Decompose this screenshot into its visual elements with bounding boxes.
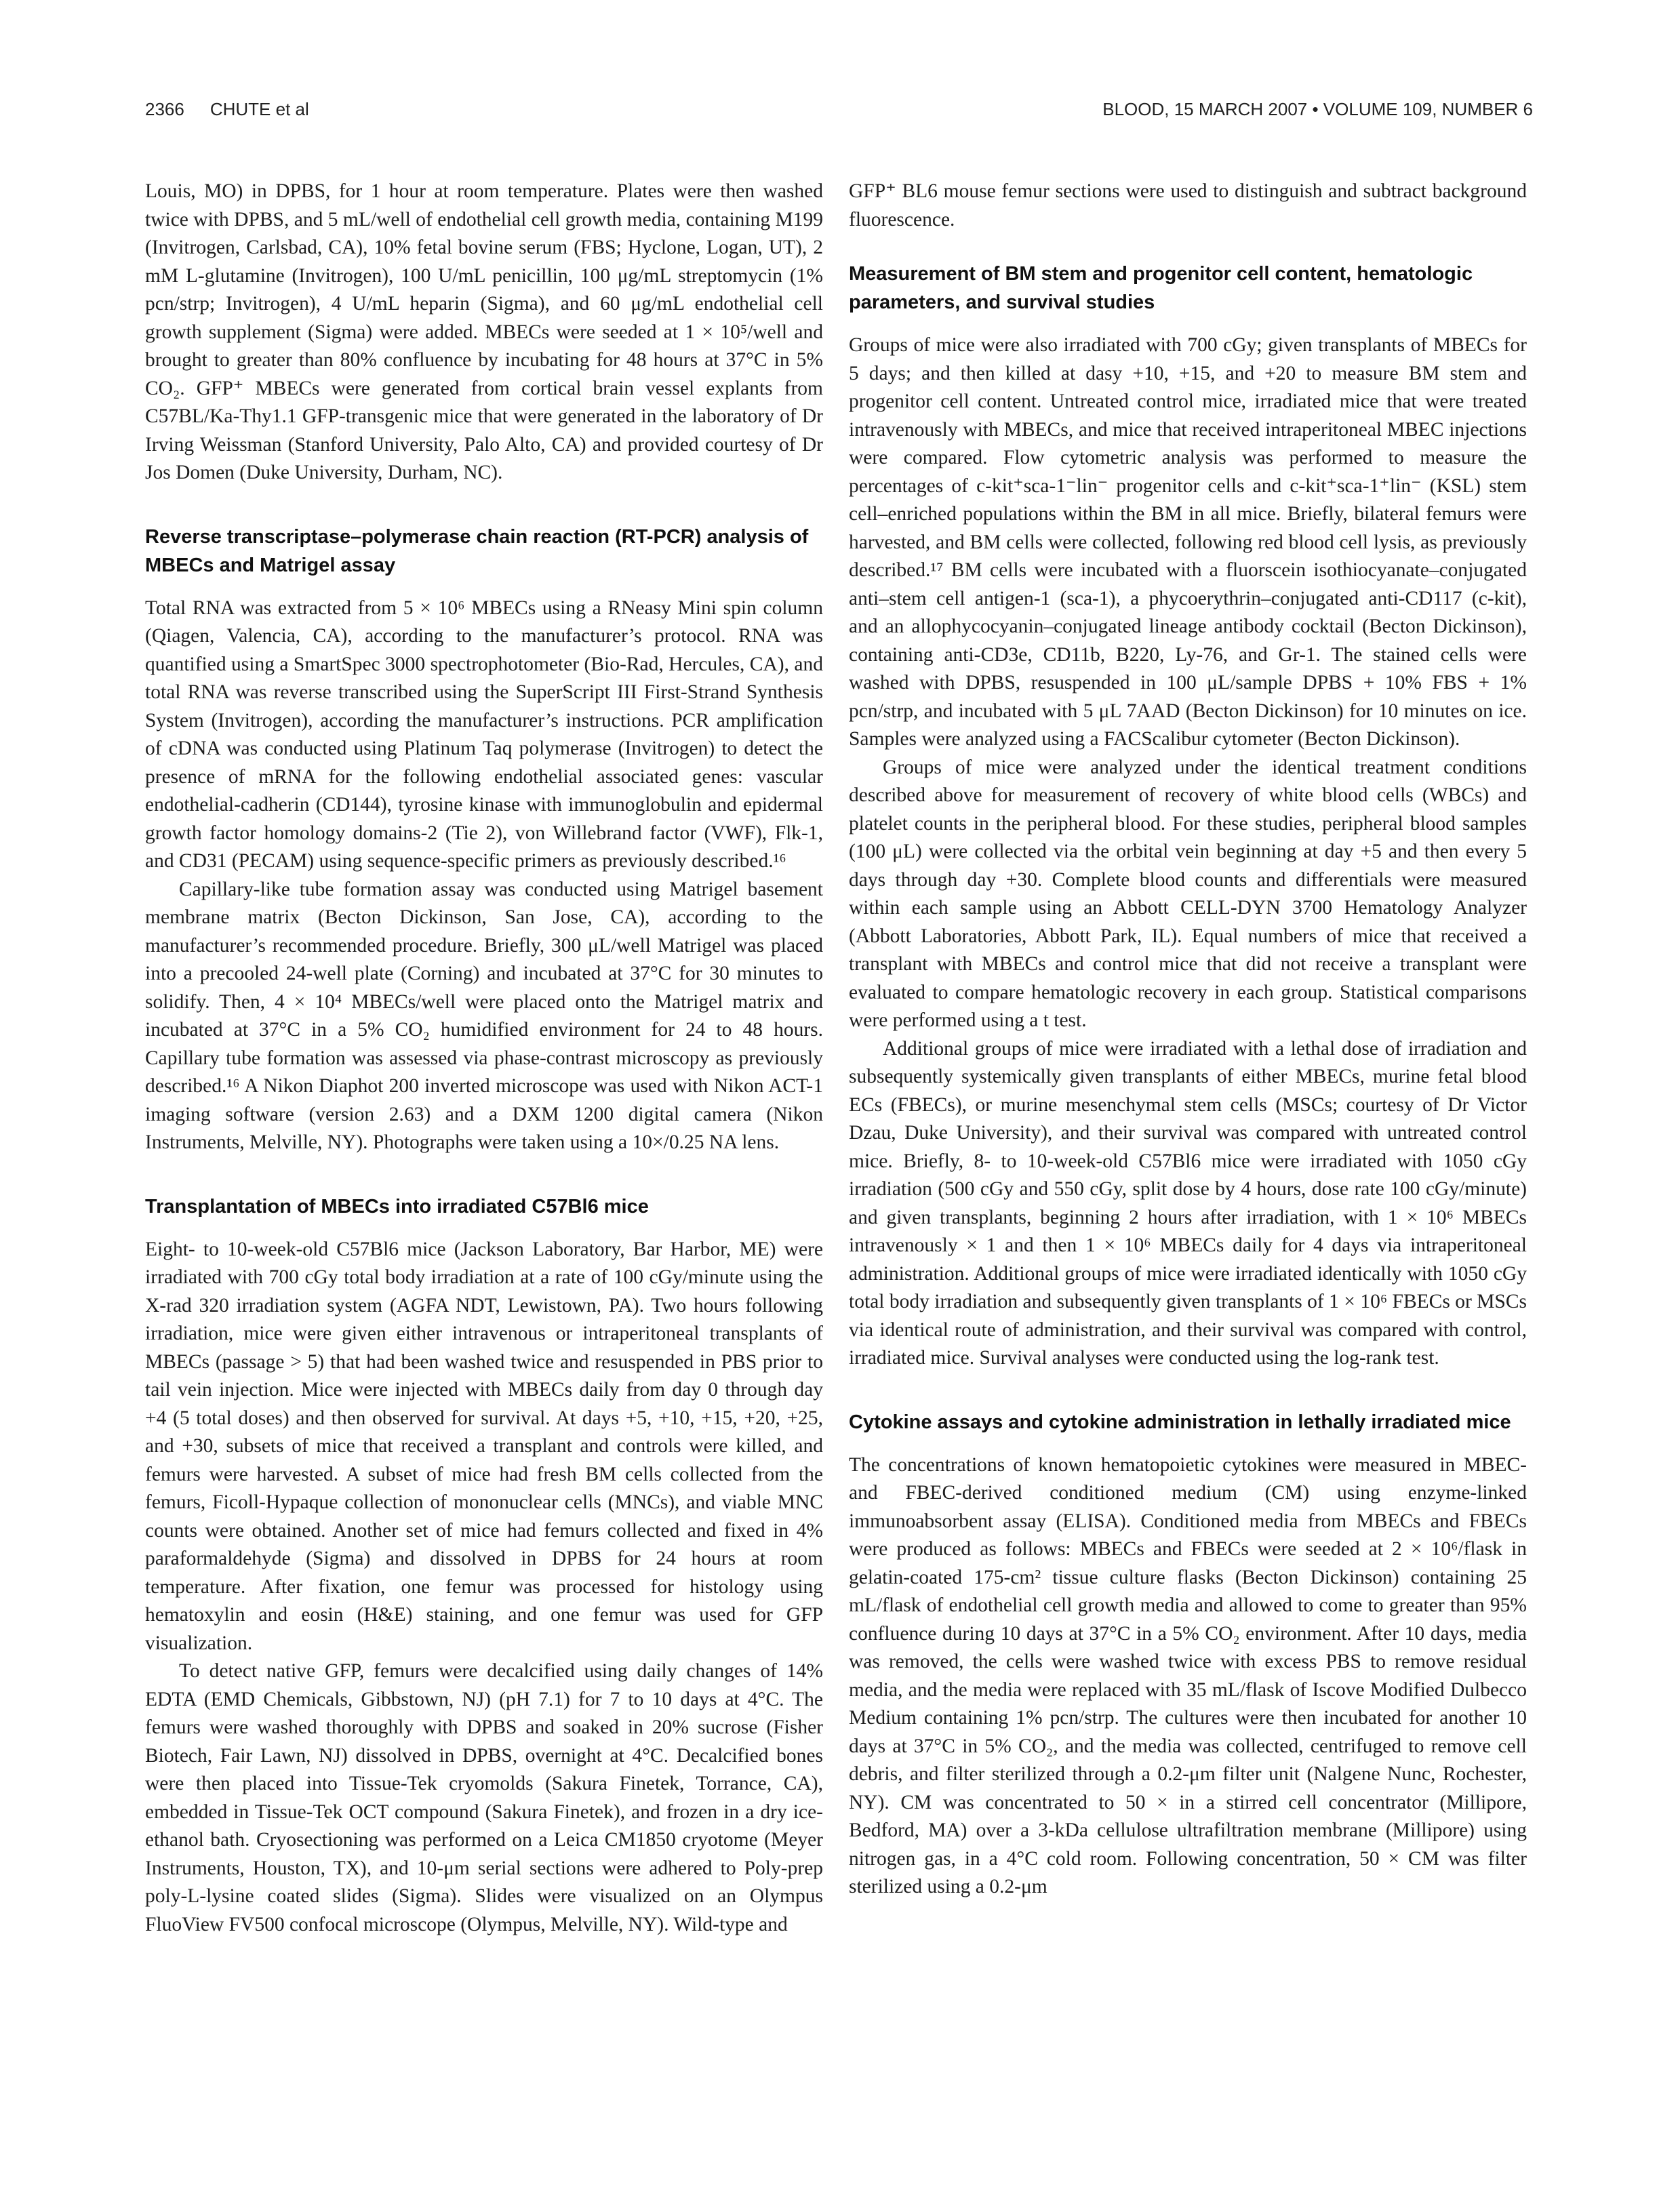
section-heading: Cytokine assays and cytokine administration in lethally irradiated mice (849, 1411, 1511, 1433)
paragraph: GFP⁺ BL6 mouse femur sections were used to distinguish and subtract background fluorescence. (849, 180, 1527, 230)
section-heading: Transplantation of MBECs into irradiated C57Bl6 mice (145, 1195, 649, 1218)
paragraph: Total RNA was extracted from 5 × 10⁶ MBECs using a RNeasy Mini spin column (Qiagen, Valencia, CA), according to the manufacturer’s protocol. RNA was quantified using a SmartSpec 3000 spectrophotometer (Bio-Rad, Hercules, CA), and total RNA was reverse transcribed using the SuperScript III First-Strand Synthesis System (Invitrogen), according the manufacturer’s instructions. PCR amplification of cDNA was conducted using Platinum Taq polymerase (Invitrogen) to detect the presence of mRNA for the following endothelial associated genes: vascular endothelial-cadherin (CD144), tyrosine kinase with immunoglobulin and epidermal growth factor homology domains-2 (Tie 2), von Willebrand factor (VWF), Flk-1, and CD31 (PECAM) using sequence-specific primers as previously described.¹⁶ (145, 597, 823, 872)
section-heading: Reverse transcriptase–polymerase chain reaction (RT-PCR) analysis of MBECs and Matrigel assay (145, 525, 809, 576)
paragraph: The concentrations of known hematopoietic cytokines were measured in MBEC- and FBEC-derived conditioned medium (CM) using enzyme-linked immunoabsorbent assay (ELISA). Conditioned media from MBECs and FBECs were produced as follows: MBECs and FBECs were seeded at 2 × 10⁶/flask in gelatin-coated 175-cm² tissue culture flasks (Becton Dickinson) containing 25 mL/flask of endothelial cell growth media and allowed to come to greater than 95% confluence during 10 days at 37°C in a 5% CO₂ environment. After 10 days, media was removed, the cells were washed twice with excess PBS to remove residual media, and the media were replaced with 35 mL/flask of Iscove Modified Dulbecco Medium containing 1% pcn/strp. The cultures were then incubated for another 10 days at 37°C in 5% CO₂, and the media was collected, centrifuged to remove cell debris, and filter sterilized through a 0.2-μm filter unit (Nalgene Nunc, Rochester, NY). CM was concentrated to 50 × in a stirred cell concentrator (Millipore, Bedford, MA) over a 3-kDa cellulose ultrafiltration membrane (Millipore) using nitrogen gas, in a 4°C cold room. Following concentration, 50 × CM was filter sterilized using a 0.2-μm (849, 1453, 1527, 1897)
paragraph: To detect native GFP, femurs were decalcified using daily changes of 14% EDTA (EMD Chemicals, Gibbstown, NJ) (pH 7.1) for 7 to 10 days at 4°C. The femurs were washed thoroughly with DPBS and soaked in 20% sucrose (Fisher Biotech, Fair Lawn, NJ) dissolved in DPBS, overnight at 4°C. Decalcified bones were then placed into Tissue-Tek cryomolds (Sakura Finetek, Torrance, CA), embedded in Tissue-Tek OCT compound (Sakura Finetek), and frozen in a dry ice-ethanol bath. Cryosectioning was performed on a Leica CM1850 cryotome (Meyer Instruments, Houston, TX), and 10-μm serial sections were adhered to Poly-prep poly-L-lysine coated slides (Sigma). Slides were visualized on an Olympus FluoView FV500 confocal microscope (Olympus, Melville, NY). Wild-type and (145, 1660, 823, 1935)
paragraph: Capillary-like tube formation assay was conducted using Matrigel basement membrane matrix (Becton Dickinson, San Jose, CA), according to the manufacturer’s recommended procedure. Briefly, 300 μL/well Matrigel was placed into a precooled 24-well plate (Corning) and incubated at 37°C for 30 minutes to solidify. Then, 4 × 10⁴ MBECs/well were placed onto the Matrigel matrix and incubated at 37°C in a 5% CO₂ humidified environment for 24 to 48 hours. Capillary tube formation was assessed via phase-contrast microscopy as previously described.¹⁶ A Nikon Diaphot 200 inverted microscope was used with Nikon ACT-1 imaging software (version 2.63) and a DXM 1200 digital camera (Nikon Instruments, Melville, NY). Photographs were taken using a 10×/0.25 NA lens. (145, 878, 823, 1153)
running-header (145, 99, 1533, 126)
section-heading: Measurement of BM stem and progenitor cell content, hematologic parameters, and survival studies (849, 263, 1473, 313)
page-number: 2366 (145, 99, 184, 119)
left-column (145, 178, 823, 1939)
right-column (849, 178, 1527, 1902)
running-authors: CHUTE et al (209, 99, 309, 119)
paragraph: Groups of mice were also irradiated with 700 cGy; given transplants of MBECs for 5 days; and then killed at dasy +10, +15, and +20 to measure BM stem and progenitor cell content. Untreated control mice, irradiated mice that were treated intravenously with MBECs, and mice that received intraperitoneal MBEC injections were compared. Flow cytometric analysis was performed to measure the percentages of c-kit⁺sca-1⁻lin⁻ progenitor cells and c-kit⁺sca-1⁺lin⁻ (KSL) stem cell–enriched populations within the BM in all mice. Briefly, bilateral femurs were harvested, and BM cells were collected, following red blood cell lysis, as previously described.¹⁷ BM cells were incubated with a fluorscein isothiocyanate–conjugated anti–stem cell antigen-1 (sca-1), a phycoerythrin–conjugated anti-CD117 (c-kit), and an allophycocyanin–conjugated lineage antibody cocktail (Becton Dickinson), containing anti-CD3e, CD11b, B220, Ly-76, and Gr-1. The stained cells were washed with DPBS, resuspended in 100 μL/sample DPBS + 10% FBS + 1% pcn/strp, and incubated with 5 μL 7AAD (Becton Dickinson) for 10 minutes on ice. Samples were analyzed using a FACScalibur cytometer (Becton Dickinson). (849, 334, 1527, 750)
paragraph: Additional groups of mice were irradiated with a lethal dose of irradiation and subsequently systemically given transplants of either MBECs, murine fetal blood ECs (FBECs), or murine mesenchymal stem cells (MSCs; courtesy of Dr Victor Dzau, Duke University), and their survival was compared with untreated control mice. Briefly, 8- to 10-week-old C57Bl6 mice were irradiated with 1050 cGy irradiation (500 cGy and 550 cGy, split dose by 4 hours, dose rate 100 cGy/minute) and given transplants, beginning 2 hours after irradiation, with 1 × 10⁶ MBECs intravenously × 1 and then 1 × 10⁶ MBECs daily for 4 days via intraperitoneal administration. Additional groups of mice were irradiated identically with 1050 cGy total body irradiation and subsequently given transplants of 1 × 10⁶ FBECs or MSCs via identical route of administration, and their survival was compared with control, irradiated mice. Survival analyses were conducted using the log-rank test. (849, 1037, 1527, 1369)
paragraph: Groups of mice were analyzed under the identical treatment conditions described above for measurement of recovery of white blood cells (WBCs) and platelet counts in the peripheral blood. For these studies, peripheral blood samples (100 μL) were collected via the orbital vein beginning at day +5 and then every 5 days through day +30. Complete blood counts and differentials were measured within each sample using an Abbott CELL-DYN 3700 Hematology Analyzer (Abbott Laboratories, Abbott Park, IL). Equal numbers of mice that received a transplant with MBECs and control mice that did not receive a transplant were evaluated to compare hematologic recovery in each group. Statistical comparisons were performed using a t test. (849, 756, 1527, 1031)
paragraph: Louis, MO) in DPBS, for 1 hour at room temperature. Plates were then washed twice with DPBS, and 5 mL/well of endothelial cell growth media, containing M199 (Invitrogen, Carlsbad, CA), 10% fetal bovine serum (FBS; Hyclone, Logan, UT), 2 mM L-glutamine (Invitrogen), 100 U/mL penicillin, 100 μg/mL streptomycin (1% pcn/strp; Invitrogen), 4 U/mL heparin (Sigma), and 60 μg/mL endothelial cell growth supplement (Sigma) were added. MBECs were seeded at 1 × 10⁵/well and brought to greater than 80% confluence by incubating for 48 hours at 37°C in 5% CO₂. GFP⁺ MBECs were generated from cortical brain vessel explants from C57BL/Ka-Thy1.1 GFP-transgenic mice that were generated in the laboratory of Dr Irving Weissman (Stanford University, Palo Alto, CA) and provided courtesy of Dr Jos Domen (Duke University, Durham, NC). (145, 180, 823, 483)
paragraph: Eight- to 10-week-old C57Bl6 mice (Jackson Laboratory, Bar Harbor, ME) were irradiated with 700 cGy total body irradiation at a rate of 100 cGy/minute using the X-rad 320 irradiation system (AGFA NDT, Lewistown, PA). Two hours following irradiation, mice were given either intravenous or intraperitoneal transplants of MBECs (passage > 5) that had been washed twice and resuspended in PBS prior to tail vein injection. Mice were injected with MBECs daily from day 0 through day +4 (5 total doses) and then observed for survival. At days +5, +10, +15, +20, +25, and +30, subsets of mice that received a transplant and controls were killed, and femurs were harvested. A subset of mice had fresh BM cells collected from the femurs, Ficoll-Hypaque collection of mononuclear cells (MNCs), and viable MNC counts were obtained. Another set of mice had femurs collected and fixed in 4% paraformaldehyde (Sigma) and dissolved in DPBS for 24 hours at room temperature. After fixation, one femur was processed for histology using hematoxylin and eosin (H&E) staining, and one femur was used for GFP visualization. (145, 1238, 823, 1654)
journal-citation: BLOOD, 15 MARCH 2007 • VOLUME 109, NUMBER 6 (1102, 99, 1533, 119)
